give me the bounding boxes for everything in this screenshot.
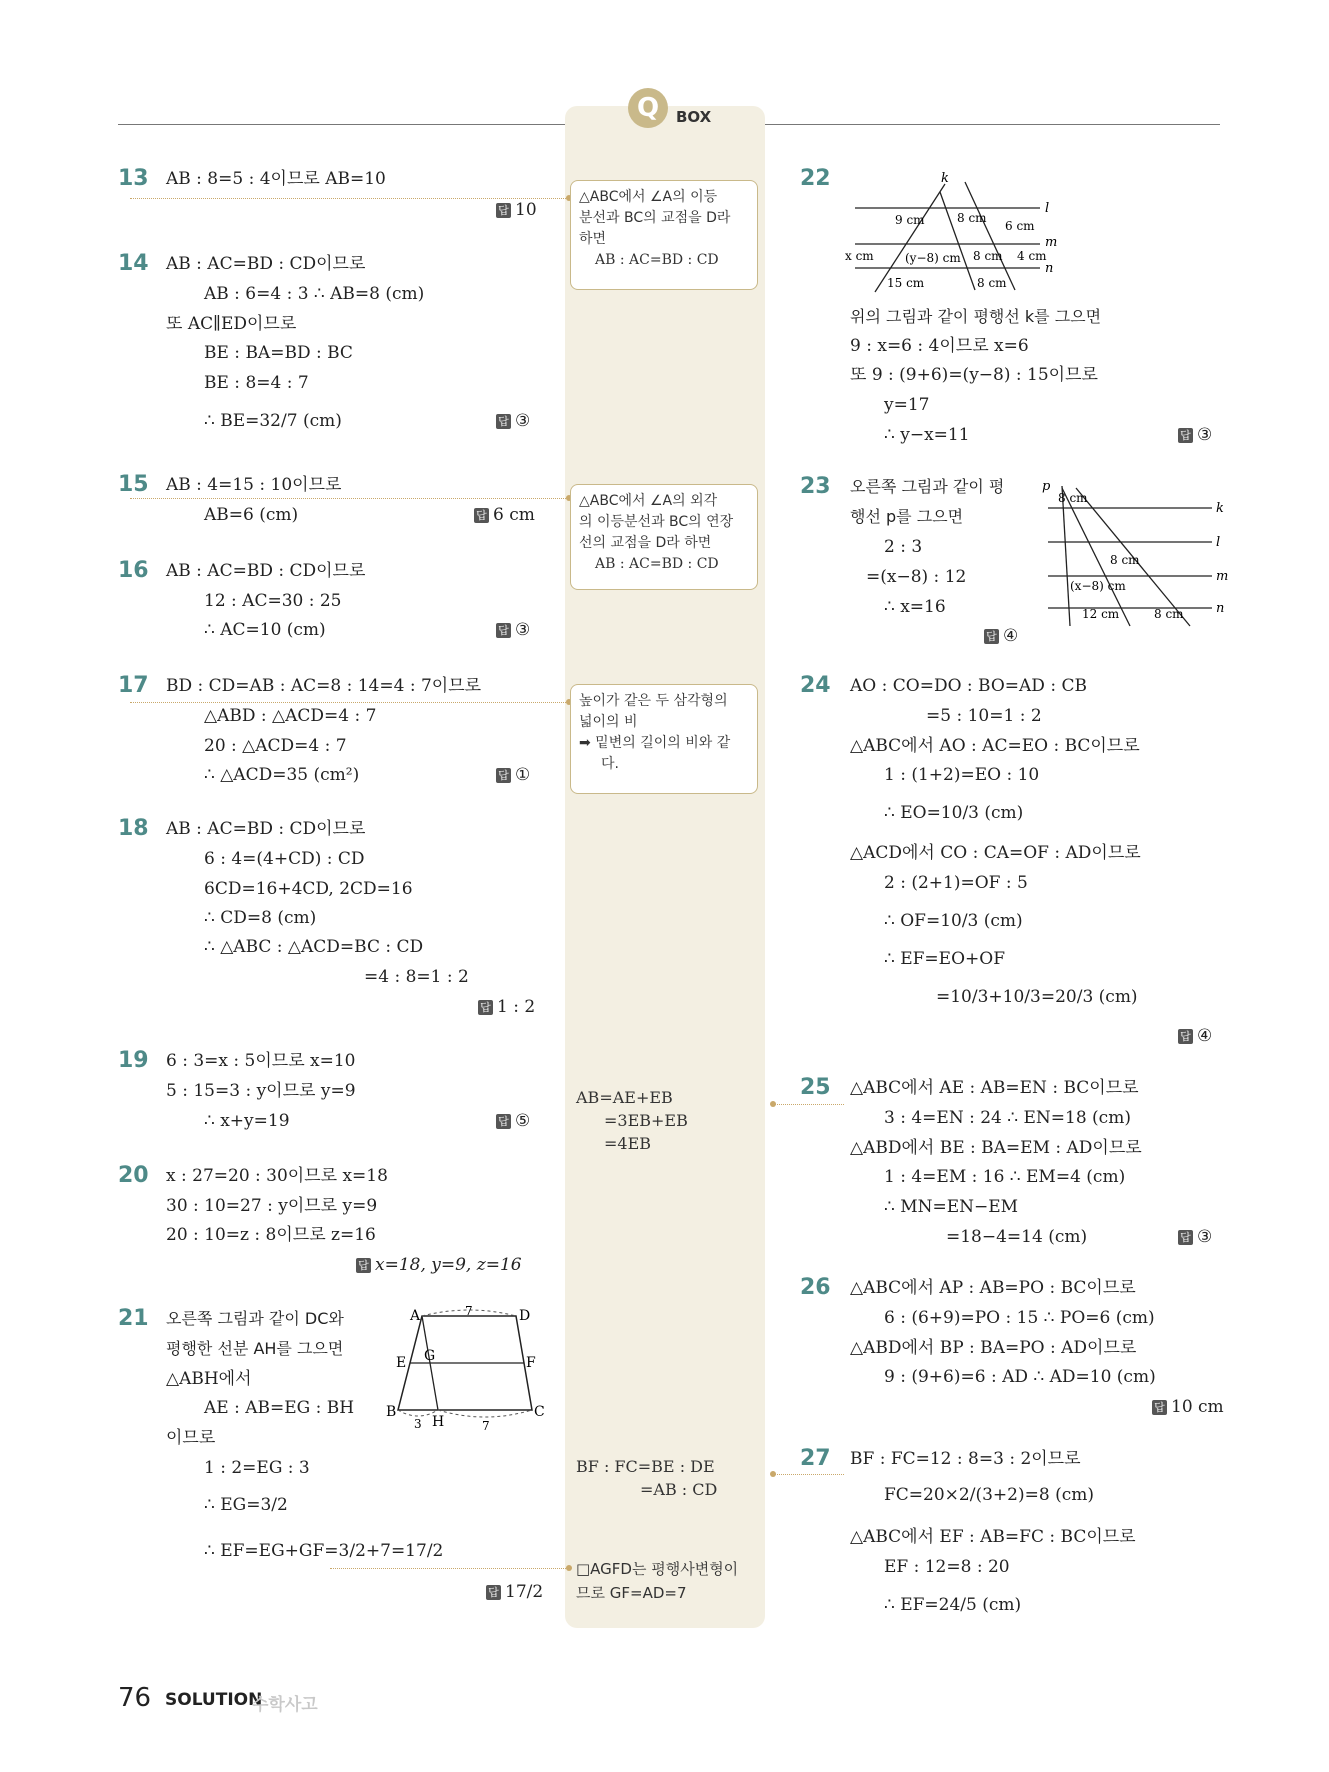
solution-line: =18−4=14 (cm) <box>946 1227 1088 1247</box>
problem-number: 17 <box>118 673 149 698</box>
solution-line: 이므로 <box>166 1428 216 1448</box>
solution-line: 9 : (9+6)=6 : AD ∴ AD=10 (cm) <box>884 1367 1156 1387</box>
label-xcm: x cm <box>845 249 874 263</box>
solution-line: ∴ BE=32/7 (cm) <box>204 411 342 431</box>
label-12cm: 12 cm <box>1082 607 1120 621</box>
footer-brand: 수학사고 <box>252 1695 318 1715</box>
note-line: 선의 교점을 D라 하면 <box>579 535 712 551</box>
solution-line: FC=20×2/(3+2)=8 (cm) <box>884 1485 1094 1505</box>
solution-line: △ABC에서 AP : AB=PO : BC이므로 <box>850 1278 1136 1298</box>
answer: 답 17/2 <box>486 1582 543 1602</box>
note-text: BF : FC=BE : DE <box>576 1457 715 1476</box>
label-9cm: 9 cm <box>895 213 925 227</box>
page-number: 76 <box>118 1683 152 1713</box>
problem-number: 21 <box>118 1306 149 1331</box>
label-x-8cm: (x−8) cm <box>1070 579 1126 593</box>
answer: 답 ③ <box>496 620 530 640</box>
label-8cm-mid: 8 cm <box>973 249 1003 263</box>
solution-line: ∴ x=16 <box>884 597 946 617</box>
solution-line: △ABD : △ACD=4 : 7 <box>204 706 377 726</box>
label-n: n <box>1045 261 1054 276</box>
answer: 답 10 cm <box>1152 1397 1224 1417</box>
q-logo: Q <box>628 88 668 128</box>
solution-line: 또 AC∥ED이므로 <box>166 314 297 334</box>
answer: 답 10 <box>496 200 537 220</box>
label-6cm: 6 cm <box>1005 219 1035 233</box>
label-F: F <box>526 1355 536 1371</box>
label-G: G <box>424 1348 436 1364</box>
note-line: AB : AC=BD : CD <box>595 556 719 572</box>
answer-icon: 답 <box>1178 428 1193 443</box>
problem-number: 20 <box>118 1163 149 1188</box>
solution-line: =5 : 10=1 : 2 <box>926 706 1042 726</box>
solution-line: △ABD에서 BP : BA=PO : AD이므로 <box>850 1338 1137 1358</box>
solution-line: △ABC에서 AE : AB=EN : BC이므로 <box>850 1078 1139 1098</box>
label-4cm: 4 cm <box>1017 249 1047 263</box>
solution-line: △ABC에서 EF : AB=FC : BC이므로 <box>850 1527 1136 1547</box>
problem-number: 27 <box>800 1446 831 1471</box>
label-y-8cm: (y−8) cm <box>905 251 961 265</box>
answer-icon: 답 <box>496 414 511 429</box>
note-line: AB : AC=BD : CD <box>595 252 719 268</box>
problem-number: 16 <box>118 558 149 583</box>
problem-number: 18 <box>118 816 149 841</box>
solution-line: ∴ x+y=19 <box>204 1111 290 1131</box>
note-text: □AGFD는 평행사변형이 <box>576 1560 739 1578</box>
answer: 답 ③ <box>1178 425 1212 445</box>
trapezoid-figure <box>386 1304 545 1433</box>
solution-line: 5 : 15=3 : y이므로 y=9 <box>166 1081 356 1101</box>
label-15cm: 15 cm <box>887 276 925 290</box>
solution-line: ∴ y−x=11 <box>884 425 970 445</box>
label-H: H <box>432 1414 445 1430</box>
leader-dot <box>770 1471 776 1477</box>
solution-line: 9 : x=6 : 4이므로 x=6 <box>850 336 1029 356</box>
solution-line: BE : 8=4 : 7 <box>204 373 309 393</box>
solution-line: AB : 8=5 : 4이므로 AB=10 <box>166 169 386 189</box>
solution-line: 12 : AC=30 : 25 <box>204 591 342 611</box>
problem-number: 14 <box>118 251 149 276</box>
problem-number: 13 <box>118 166 149 191</box>
answer: 답 ⑤ <box>496 1111 530 1131</box>
label-D: D <box>519 1308 531 1324</box>
answer: 답 ③ <box>496 411 530 431</box>
leader-line <box>130 702 570 703</box>
label-8cm-top: 8 cm <box>957 211 987 225</box>
solution-line: △ABD에서 BE : BA=EM : AD이므로 <box>850 1138 1142 1158</box>
solution-line: ∴ EG=3/2 <box>204 1495 288 1515</box>
note-line: 높이가 같은 두 삼각형의 <box>579 693 728 709</box>
solution-line: ∴ EF=24/5 (cm) <box>884 1595 1022 1615</box>
solution-line: BE : BA=BD : BC <box>204 343 353 363</box>
note-text: =AB : CD <box>640 1480 718 1499</box>
solution-line: AB=6 (cm) <box>204 505 299 525</box>
label-E: E <box>396 1355 407 1371</box>
solution-line: ∴ AC=10 (cm) <box>204 620 326 640</box>
solution-line: 오른쪽 그림과 같이 DC와 <box>166 1309 344 1328</box>
solution-line: 6CD=16+4CD, 2CD=16 <box>204 879 413 899</box>
label-l: l <box>1216 535 1221 550</box>
label-B: B <box>386 1404 397 1420</box>
label-C: C <box>534 1404 545 1420</box>
problem-number: 25 <box>800 1075 831 1100</box>
answer-icon: 답 <box>1152 1400 1167 1415</box>
answer-icon: 답 <box>1178 1029 1193 1044</box>
note-line: 다. <box>601 756 619 772</box>
solution-line: AB : AC=BD : CD이므로 <box>166 819 366 839</box>
label-k: k <box>941 171 949 186</box>
note-line: ➡ 밑변의 길이의 비와 같 <box>579 735 731 751</box>
note-box <box>570 684 758 794</box>
label-bottom-7: 7 <box>482 1419 490 1433</box>
solution-line: AO : CO=DO : BO=AD : CB <box>850 676 1087 696</box>
solution-line: BF : FC=12 : 8=3 : 2이므로 <box>850 1449 1081 1469</box>
solution-line: 30 : 10=27 : y이므로 y=9 <box>166 1196 378 1216</box>
problem-number: 24 <box>800 673 831 698</box>
solution-line: 2 : 3 <box>884 537 923 557</box>
label-bottom-3: 3 <box>414 1417 422 1431</box>
solution-line: 행선 p를 그으면 <box>850 507 964 526</box>
solution-line: BD : CD=AB : AC=8 : 14=4 : 7이므로 <box>166 676 482 696</box>
answer-icon: 답 <box>496 768 511 783</box>
leader-dot <box>770 1101 776 1107</box>
note-line: 의 이등분선과 BC의 연장 <box>579 514 734 530</box>
label-top-7: 7 <box>465 1304 473 1318</box>
solution-line: y=17 <box>884 395 930 415</box>
solution-line: △ABH에서 <box>166 1369 252 1389</box>
answer: 답 1 : 2 <box>478 997 535 1017</box>
solution-line: =10/3+10/3=20/3 (cm) <box>936 987 1138 1007</box>
note-line: 분선과 BC의 교점을 D라 <box>579 210 731 226</box>
solution-line: △ACD에서 CO : CA=OF : AD이므로 <box>850 843 1141 863</box>
solution-line: AB : AC=BD : CD이므로 <box>166 561 366 581</box>
parallel-lines-figure-2 <box>1040 476 1230 636</box>
solution-line: △ABC에서 AO : AC=EO : BC이므로 <box>850 736 1140 756</box>
solution-line: 위의 그림과 같이 평행선 k를 그으면 <box>850 307 1102 326</box>
label-A: A <box>410 1308 421 1324</box>
note-text: 므로 GF=AD=7 <box>576 1584 687 1602</box>
problem-number: 23 <box>800 474 831 499</box>
leader-line <box>774 1474 844 1475</box>
answer-icon: 답 <box>486 1585 501 1600</box>
label-8cm-bot: 8 cm <box>977 276 1007 290</box>
answer: 답 ③ <box>1178 1227 1212 1247</box>
leader-line <box>774 1104 844 1105</box>
answer-icon: 답 <box>474 508 489 523</box>
answer-icon: 답 <box>496 1114 511 1129</box>
answer: 답 ① <box>496 765 530 785</box>
solution-line: AE : AB=EG : BH <box>204 1398 355 1418</box>
label-k: k <box>1216 501 1224 516</box>
label-p: p <box>1042 479 1051 494</box>
leader-line <box>130 198 570 199</box>
solution-line: 20 : △ACD=4 : 7 <box>204 736 347 756</box>
solution-line: 오른쪽 그림과 같이 평 <box>850 477 1005 496</box>
solution-line: 1 : (1+2)=EO : 10 <box>884 765 1040 785</box>
q-box-column <box>565 106 765 1628</box>
solution-line: 1 : 2=EG : 3 <box>204 1458 310 1478</box>
note-line: △ABC에서 ∠A의 외각 <box>579 493 718 509</box>
solution-line: ∴ EF=EG+GF=3/2+7=17/2 <box>204 1541 444 1561</box>
solution-line: 6 : (6+9)=PO : 15 ∴ PO=6 (cm) <box>884 1308 1155 1328</box>
solution-line: EF : 12=8 : 20 <box>884 1557 1010 1577</box>
note-box <box>570 484 758 590</box>
leader-line <box>130 498 570 499</box>
solution-line: ∴ OF=10/3 (cm) <box>884 911 1023 931</box>
footer-solution-label: SOLUTION <box>165 1690 263 1710</box>
solution-line: 20 : 10=z : 8이므로 z=16 <box>166 1225 376 1245</box>
solution-line: 평행한 선분 AH를 그으면 <box>166 1339 344 1358</box>
note-text: =4EB <box>604 1134 652 1153</box>
answer-icon: 답 <box>984 629 999 644</box>
solution-line: 6 : 4=(4+CD) : CD <box>204 849 365 869</box>
answer-icon: 답 <box>496 623 511 638</box>
label-8cm-bot: 8 cm <box>1154 607 1184 621</box>
label-m: m <box>1045 235 1058 250</box>
label-n: n <box>1216 601 1225 616</box>
label-8cm-top: 8 cm <box>1058 491 1088 505</box>
problem-number: 22 <box>800 166 831 191</box>
note-box <box>570 180 758 290</box>
answer: 답 x=18, y=9, z=16 <box>356 1255 522 1275</box>
problem-number: 26 <box>800 1275 831 1300</box>
answer: 답 ④ <box>984 626 1018 646</box>
solution-line: ∴ CD=8 (cm) <box>204 908 317 928</box>
note-line: 넓이의 비 <box>579 714 638 730</box>
solution-line: ∴ △ACD=35 (cm²) <box>204 765 360 785</box>
note-line: △ABC에서 ∠A의 이등 <box>579 189 718 205</box>
solution-line: AB : 6=4 : 3 ∴ AB=8 (cm) <box>204 284 425 304</box>
answer: 답 ④ <box>1178 1026 1212 1046</box>
solution-line: 또 9 : (9+6)=(y−8) : 15이므로 <box>850 365 1098 385</box>
solution-line: ∴ MN=EN−EM <box>884 1197 1019 1217</box>
q-box-label: BOX <box>676 108 712 126</box>
answer-icon: 답 <box>478 1000 493 1015</box>
problem-number: 19 <box>118 1048 149 1073</box>
solution-line: ∴ △ABC : △ACD=BC : CD <box>204 937 424 957</box>
note-text: AB=AE+EB <box>576 1088 673 1107</box>
solution-line: =(x−8) : 12 <box>866 567 967 587</box>
solution-line: 1 : 4=EM : 16 ∴ EM=4 (cm) <box>884 1167 1126 1187</box>
leader-line <box>330 1568 570 1569</box>
solution-line: ∴ EF=EO+OF <box>884 949 1005 969</box>
solution-line: AB : 4=15 : 10이므로 <box>166 475 342 495</box>
answer-icon: 답 <box>356 1258 371 1273</box>
solution-line: x : 27=20 : 30이므로 x=18 <box>166 1166 388 1186</box>
label-8cm-mid: 8 cm <box>1110 553 1140 567</box>
answer: 답 6 cm <box>474 505 535 525</box>
parallel-lines-figure <box>845 170 1065 294</box>
leader-dot <box>566 1565 572 1571</box>
solution-line: AB : AC=BD : CD이므로 <box>166 254 366 274</box>
solution-line: =4 : 8=1 : 2 <box>364 967 469 987</box>
note-line: 하면 <box>579 231 607 247</box>
answer-icon: 답 <box>496 203 511 218</box>
solution-line: 3 : 4=EN : 24 ∴ EN=18 (cm) <box>884 1108 1131 1128</box>
label-m: m <box>1216 569 1229 584</box>
solution-line: 2 : (2+1)=OF : 5 <box>884 873 1028 893</box>
problem-number: 15 <box>118 472 149 497</box>
label-l: l <box>1045 201 1050 216</box>
solution-line: 6 : 3=x : 5이므로 x=10 <box>166 1051 356 1071</box>
answer-icon: 답 <box>1178 1230 1193 1245</box>
solution-line: ∴ EO=10/3 (cm) <box>884 803 1024 823</box>
note-text: =3EB+EB <box>604 1111 688 1130</box>
